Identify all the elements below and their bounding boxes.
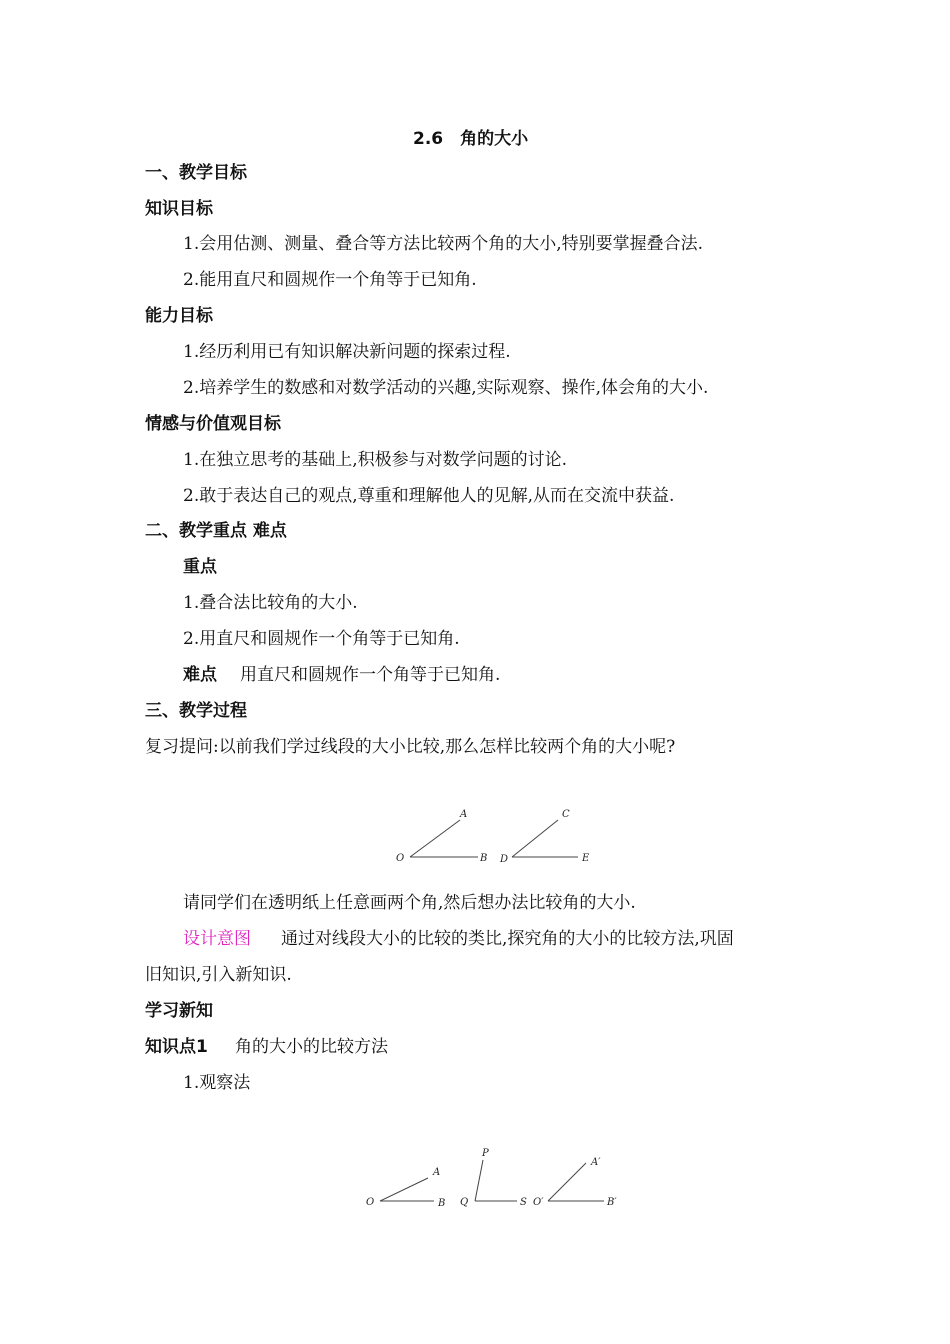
- label-o-prime: O′: [533, 1197, 544, 1208]
- label-c: C: [562, 809, 570, 820]
- label-b: B: [480, 853, 488, 864]
- label-a: A: [460, 809, 468, 820]
- label-q: Q: [460, 1197, 469, 1208]
- key-point-1: 1.叠合法比较角的大小.: [183, 593, 358, 613]
- knowledge-goal-2: 2.能用直尺和圆规作一个角等于已知角.: [183, 270, 477, 290]
- emotion-goal-2: 2.敢于表达自己的观点,尊重和理解他人的见解,从而在交流中获益.: [183, 486, 675, 506]
- ray-qp: [475, 1160, 483, 1201]
- label-p: P: [482, 1148, 489, 1159]
- page-title: 2.6 角的大小: [413, 129, 529, 149]
- ability-goal-1: 1.经历利用已有知识解决新问题的探索过程.: [183, 342, 511, 362]
- knowledge-goal-1: 1.会用估测、测量、叠合等方法比较两个角的大小,特别要掌握叠合法.: [183, 234, 704, 254]
- knowledge-goals-heading: 知识目标: [145, 199, 213, 219]
- knowledge-point-1-label: 知识点1: [145, 1037, 208, 1057]
- key-point-heading: 重点: [183, 557, 217, 577]
- design-intent-label: 设计意图: [183, 929, 251, 949]
- section-teaching-goals: 一、教学目标: [145, 163, 247, 183]
- ray-dc: [512, 820, 558, 857]
- ability-goals-heading: 能力目标: [145, 306, 213, 326]
- section-key-difficult: 二、教学重点 难点: [145, 521, 287, 541]
- knowledge-point-1-text: 角的大小的比较方法: [235, 1037, 388, 1057]
- emotion-goals-heading: 情感与价值观目标: [145, 414, 281, 434]
- label-o-2: O: [366, 1197, 375, 1208]
- label-e: E: [582, 853, 590, 864]
- label-b-2: B: [438, 1198, 446, 1209]
- difficult-point-label: 难点: [183, 665, 217, 685]
- figure-three-angles: [360, 1140, 630, 1215]
- section-teaching-process: 三、教学过程: [145, 701, 247, 721]
- instruction-text: 请同学们在透明纸上任意画两个角,然后想办法比较角的大小.: [183, 893, 636, 913]
- label-o: O: [396, 853, 405, 864]
- figure-angles-aob-cde: [390, 800, 600, 875]
- label-s: S: [520, 1197, 527, 1208]
- label-a-prime: A′: [591, 1157, 601, 1168]
- difficult-point-text: 用直尺和圆规作一个角等于已知角.: [240, 665, 501, 685]
- ability-goal-2: 2.培养学生的数感和对数学活动的兴趣,实际观察、操作,体会角的大小.: [183, 378, 709, 398]
- ray-oa-prime: [548, 1163, 586, 1201]
- emotion-goal-1: 1.在独立思考的基础上,积极参与对数学问题的讨论.: [183, 450, 568, 470]
- design-intent-text-1: 通过对线段大小的比较的类比,探究角的大小的比较方法,巩固: [281, 929, 734, 949]
- ray-oa-2: [380, 1178, 428, 1201]
- label-a-2: A: [433, 1167, 441, 1178]
- design-intent-text-2: 旧知识,引入新知识.: [145, 965, 292, 985]
- label-d: D: [500, 854, 509, 865]
- learn-new-heading: 学习新知: [145, 1001, 213, 1021]
- ray-oa: [410, 820, 460, 857]
- label-b-prime: B′: [607, 1197, 617, 1208]
- method-observation: 1.观察法: [183, 1073, 251, 1093]
- review-question: 复习提问:以前我们学过线段的大小比较,那么怎样比较两个角的大小呢?: [145, 737, 676, 757]
- key-point-2: 2.用直尺和圆规作一个角等于已知角.: [183, 629, 460, 649]
